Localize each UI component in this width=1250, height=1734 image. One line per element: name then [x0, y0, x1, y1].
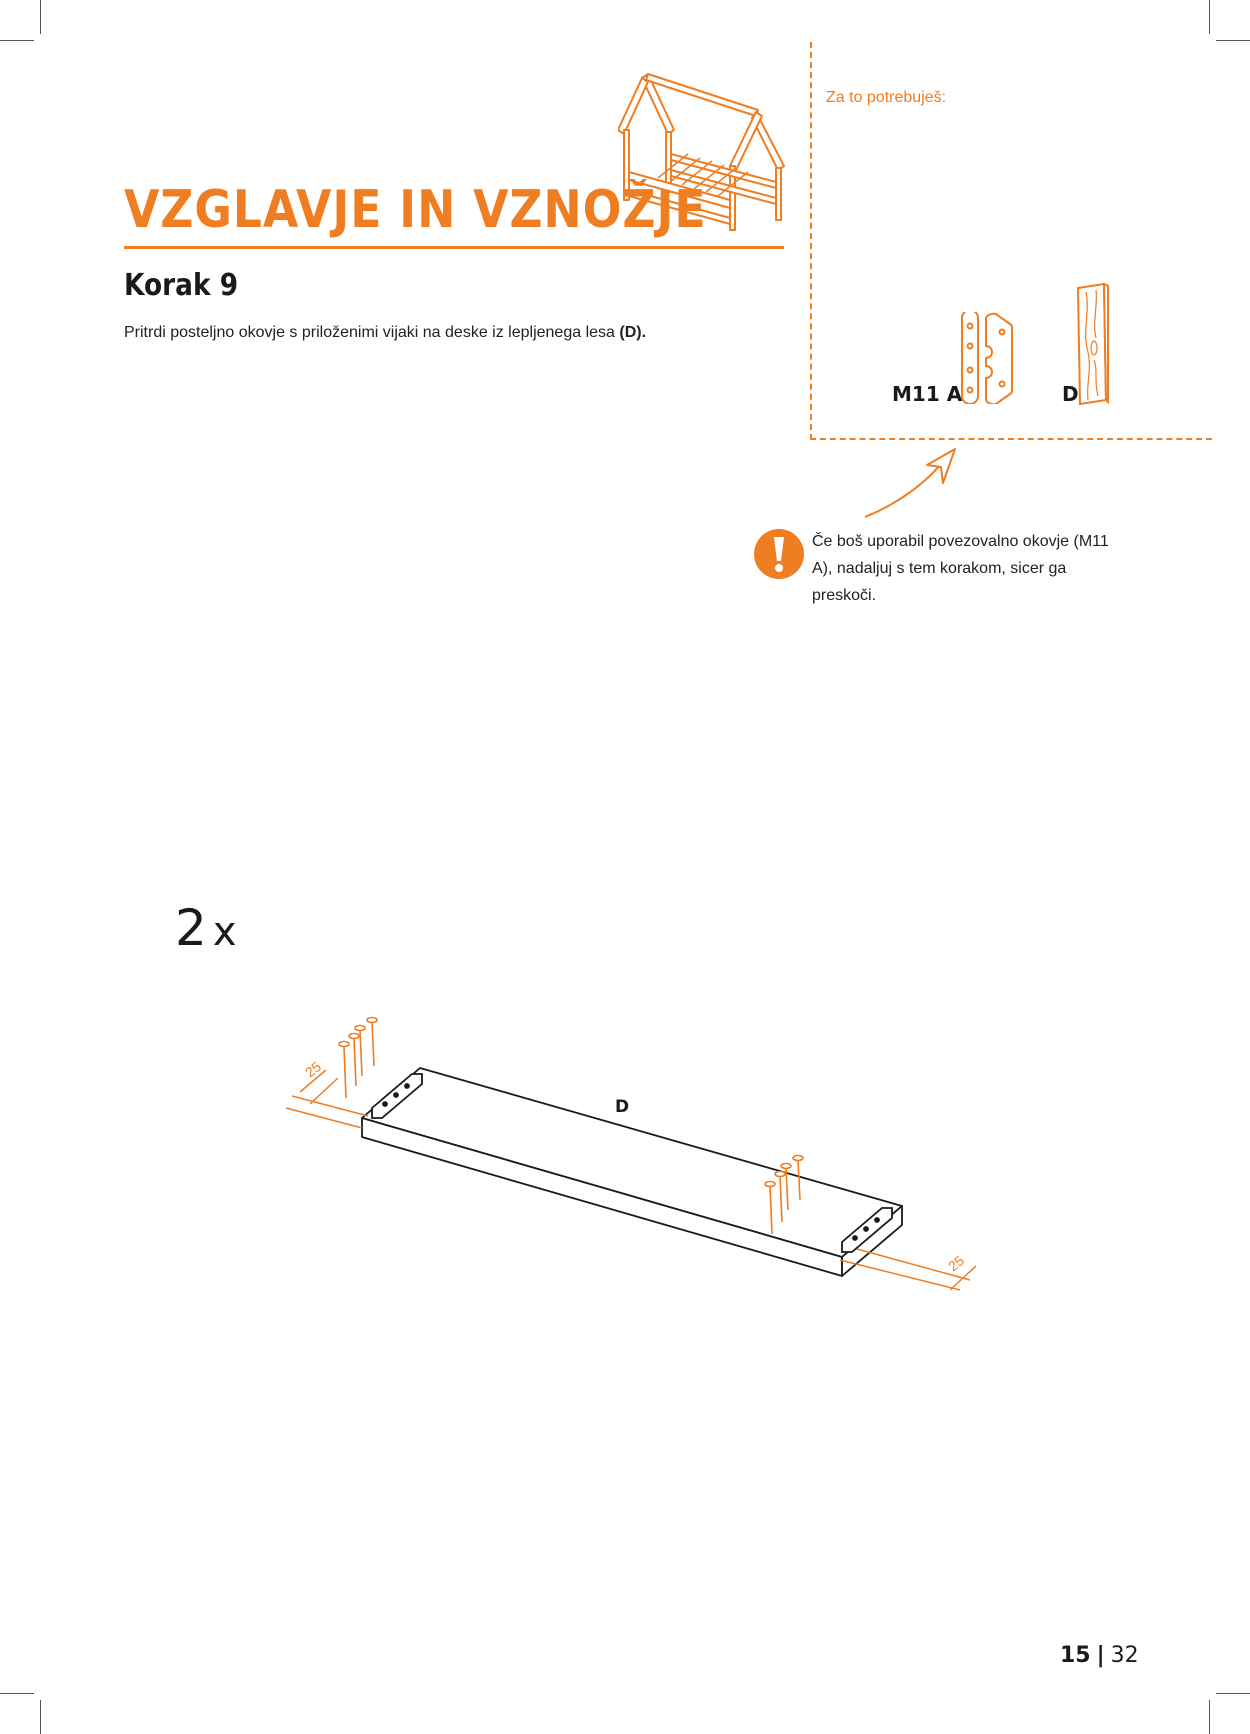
- quantity-number: 2: [175, 899, 207, 957]
- part-label-m11a: M11 A: [892, 382, 963, 406]
- crop-mark: [1209, 1700, 1210, 1734]
- board-illustration: [280, 1010, 1000, 1300]
- dimension-label-right: 25: [944, 1252, 968, 1275]
- page-separator: |: [1096, 1643, 1105, 1668]
- crop-mark: [0, 1693, 34, 1694]
- step-heading: Korak 9: [124, 268, 239, 303]
- screws-left: [339, 1018, 377, 1099]
- quantity-suffix: x: [212, 909, 237, 955]
- board-label: D: [615, 1097, 630, 1117]
- crop-mark: [40, 1700, 41, 1734]
- note-text: Če boš uporabil povezovalno okovje (M11 A), nadaljuj s tem korakom, sicer ga preskoči.: [812, 533, 1109, 604]
- wood-board-icon: [1076, 282, 1110, 406]
- crop-mark: [1216, 40, 1250, 41]
- section-title: VZGLAVJE IN VZNOŽJE: [124, 180, 707, 240]
- crop-mark: [1209, 0, 1210, 34]
- quantity-label: [175, 898, 236, 962]
- crop-mark: [40, 0, 41, 34]
- wood-board-d: [362, 1068, 902, 1276]
- page-current: 15: [1060, 1643, 1091, 1668]
- page-total: 32: [1110, 1643, 1139, 1668]
- bed-fitting-icon: [958, 312, 1018, 404]
- crop-mark: [1216, 1693, 1250, 1694]
- arrow-icon: [855, 445, 965, 525]
- title-divider: [124, 246, 784, 249]
- page-number: [1060, 1642, 1139, 1670]
- part-label-d: D: [1062, 382, 1079, 406]
- instruction-text: Pritrdi posteljno okovje s priloženimi vijaki na deske iz lepljenega lesa: [124, 324, 615, 341]
- dimension-label-left: 25: [301, 1058, 325, 1081]
- step-instruction: [124, 322, 824, 344]
- crop-mark: [0, 40, 34, 41]
- instruction-part-ref: (D).: [619, 324, 647, 341]
- parts-panel-label: Za to potrebuješ:: [826, 89, 947, 106]
- exclamation-icon: [753, 528, 805, 580]
